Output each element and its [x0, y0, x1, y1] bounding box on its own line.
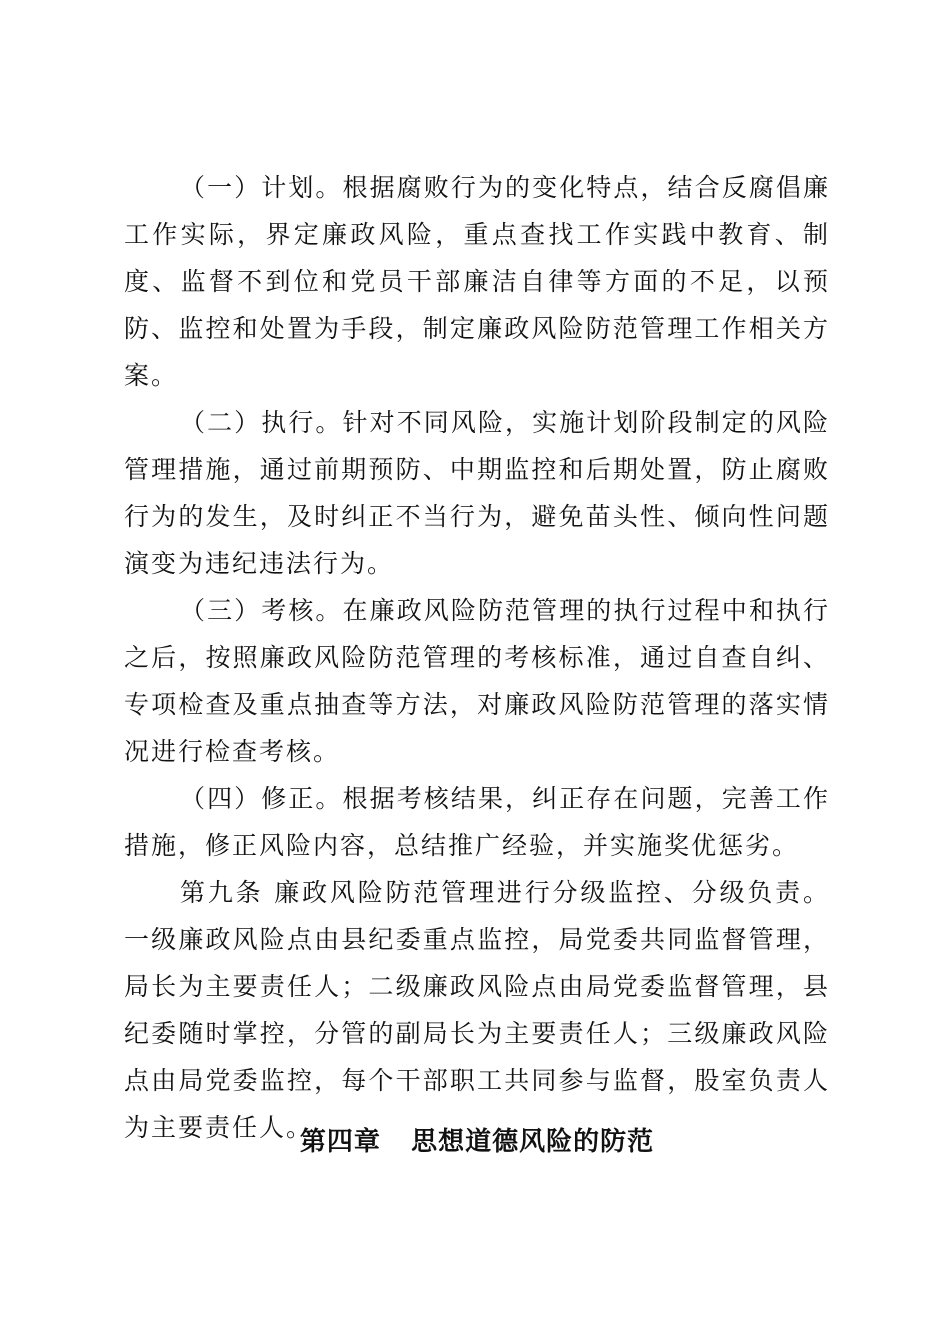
- paragraph-article-9: 第九条 廉政风险防范管理进行分级监控、分级负责。一级廉政风险点由县纪委重点监控，局党委共同监督管理，局长为主要责任人；二级廉政风险点由局党委监督管理，县纪委随时掌控，分管的副局长为主要责任人；三级廉政风险点由局党委监控，每个干部职工共同参与监督，股室负责人为主要责任人。: [124, 878, 830, 1142]
- paragraph-execute: （二）执行。针对不同风险，实施计划阶段制定的风险管理措施，通过前期预防、中期监控和后期处置，防止腐败行为的发生，及时纠正不当行为，避免苗头性、倾向性问题演变为违纪违法行为。: [124, 408, 830, 578]
- chapter-heading: 第四章 思想道德风险的防范: [299, 1127, 655, 1157]
- paragraph-plan: （一）计划。根据腐败行为的变化特点，结合反腐倡廉工作实际，界定廉政风险，重点查找工作实践中教育、制度、监督不到位和党员干部廉洁自律等方面的不足，以预防、监控和处置为手段，制定廉政风险防范管理工作相关方案。: [124, 173, 830, 390]
- document-body: [124, 164, 830, 1151]
- paragraph-assess: （三）考核。在廉政风险防范管理的执行过程中和执行之后，按照廉政风险防范管理的考核标准，通过自查自纠、专项检查及重点抽查等方法，对廉政风险防范管理的落实情况进行检查考核。: [124, 596, 830, 766]
- paragraph-revise: （四）修正。根据考核结果，纠正存在问题，完善工作措施，修正风险内容，总结推广经验，并实施奖优惩劣。: [124, 784, 830, 860]
